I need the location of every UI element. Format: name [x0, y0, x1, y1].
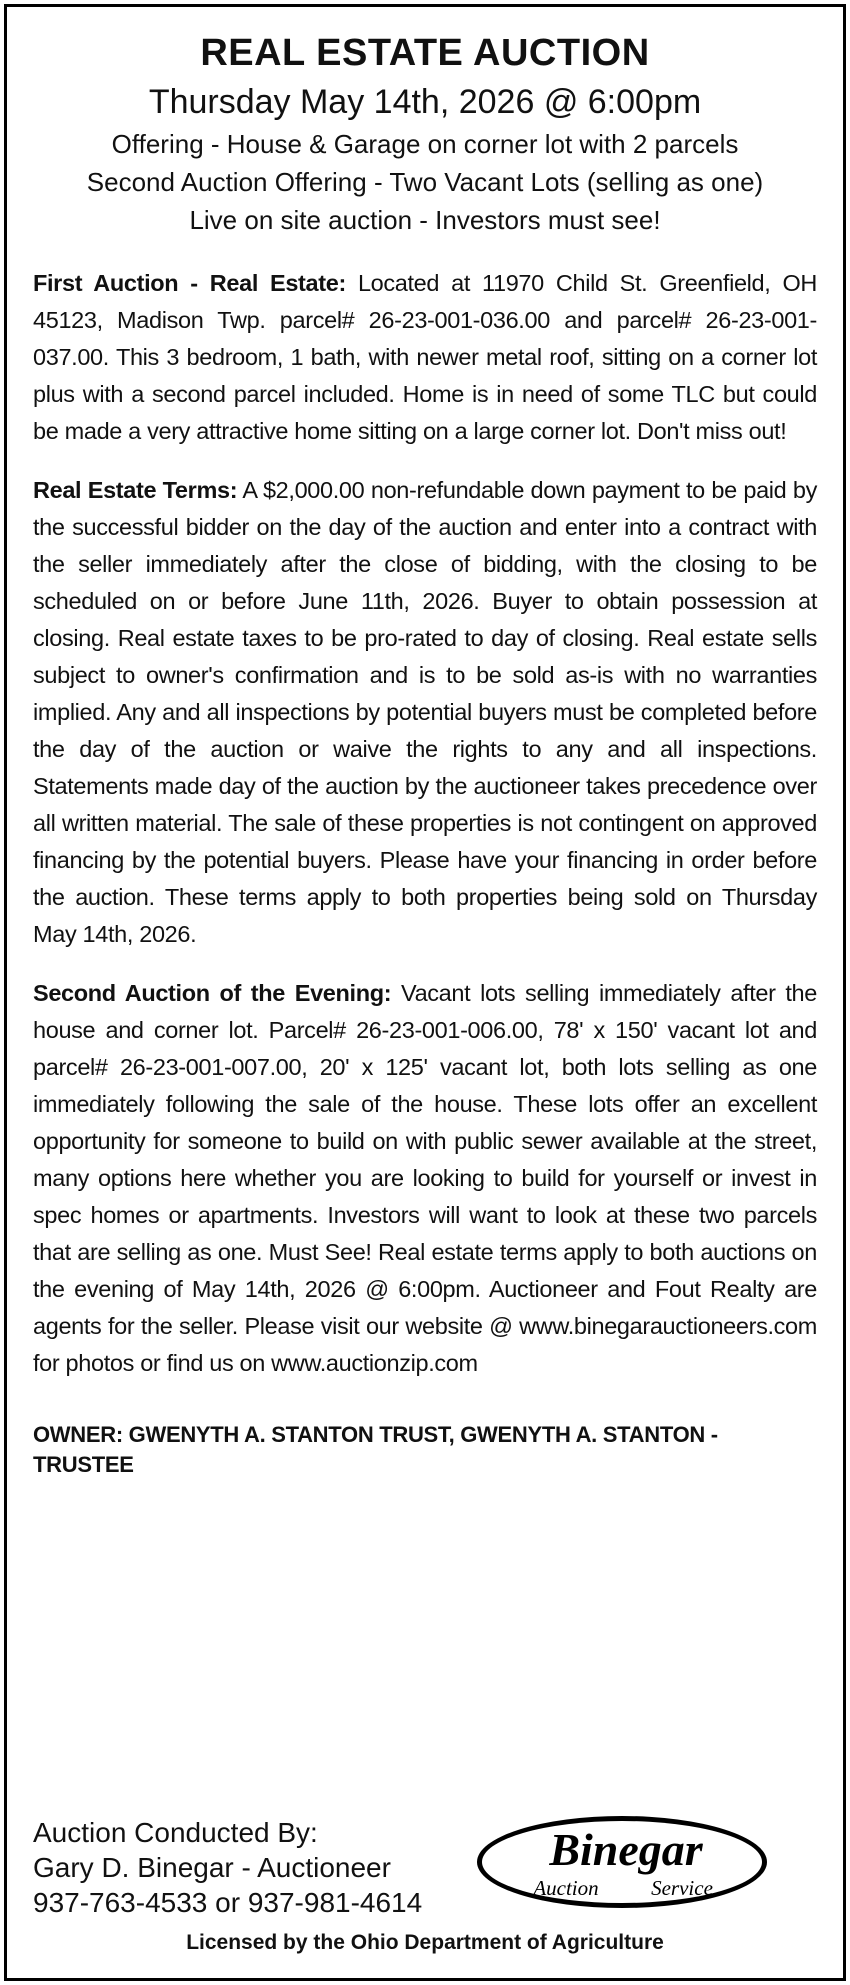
terms-heading: Real Estate Terms:	[33, 477, 238, 503]
second-auction-paragraph	[33, 975, 817, 1382]
phone-numbers: 937-763-4533 or 937-981-4614	[33, 1887, 423, 1918]
second-auction-body: Vacant lots selling immediately after the house and corner lot. Parcel# 26-23-001-006.00, 78' x 150' vacant lot and parcel# 26-23-001-007.00, 20' x 125' vacant lot, both lots selling as one immediately following the sale of the house. These lots offer an excellent opportunity for someone to build on with public sewer available at the street, many options here whether you are looking to build for yourself or invest in spec homes or apartments. Investors will want to look at these two parcels that are selling as one. Must See! Real estate terms apply to both auctions on the evening of May 14th, 2026 @ 6:00pm. Auctioneer and Fout Realty are agents for the seller. Please visit our website @ www.binegarauctioneers.com for photos or find us on www.auctionzip.com	[33, 980, 817, 1376]
conducted-by-label: Auction Conducted By:	[33, 1817, 318, 1848]
page-title: REAL ESTATE AUCTION	[200, 32, 650, 74]
second-offering-line: Second Auction Offering - Two Vacant Lots (selling as one)	[86, 167, 764, 197]
license-line: Licensed by the Ohio Department of Agriculture	[186, 1931, 664, 1954]
auctioneer-name: Gary D. Binegar - Auctioneer	[33, 1852, 391, 1883]
logo-sub-auction: Auction	[533, 1876, 599, 1900]
terms-paragraph	[33, 472, 817, 953]
first-auction-body: Located at 11970 Child St. Greenfield, OH 45123, Madison Twp. parcel# 26-23-001-036.00 and parcel# 26-23-001-037.00. This 3 bedroom, 1 bath, with newer metal roof, sitting on a corner lot plus with a second parcel included. Home is in need of some TLC but could be made a very attractive home sitting on a large corner lot. Don't miss out!	[33, 270, 817, 444]
binegar-logo	[474, 1813, 770, 1911]
logo-name: Binegar	[549, 1824, 703, 1875]
first-auction-paragraph	[33, 265, 817, 450]
first-auction-heading: First Auction - Real Estate:	[33, 270, 346, 296]
auction-flyer	[4, 4, 846, 1981]
owner-line: OWNER: GWENYTH A. STANTON TRUST, GWENYTH A. STANTON - TRUSTEE	[33, 1422, 718, 1477]
offering-line: Offering - House & Garage on corner lot with 2 parcels	[111, 129, 739, 159]
terms-body: A $2,000.00 non-refundable down payment to be paid by the successful bidder on the day of the auction and enter into a contract with the seller immediately after the close of bidding, with the closing to be scheduled on or before June 11th, 2026. Buyer to obtain possession at closing. Real estate taxes to be pro-rated to day of closing. Real estate sells subject to owner's confirmation and is to be sold as-is with no warranties implied. Any and all inspections by potential buyers must be completed before the day of the auction or waive the rights to any and all inspections. Statements made day of the auction by the auctioneer takes precedence over all written material. The sale of these properties is not contingent on approved financing by the potential buyers. Please have your financing in order before the auction. These terms apply to both properties being sold on Thursday May 14th, 2026.	[33, 477, 817, 947]
auction-date: Thursday May 14th, 2026 @ 6:00pm	[148, 83, 702, 121]
live-auction-line: Live on site auction - Investors must see!	[189, 205, 661, 235]
logo-sub-service: Service	[651, 1876, 713, 1900]
second-auction-heading: Second Auction of the Evening:	[33, 980, 392, 1006]
contact-block	[33, 1815, 422, 1920]
